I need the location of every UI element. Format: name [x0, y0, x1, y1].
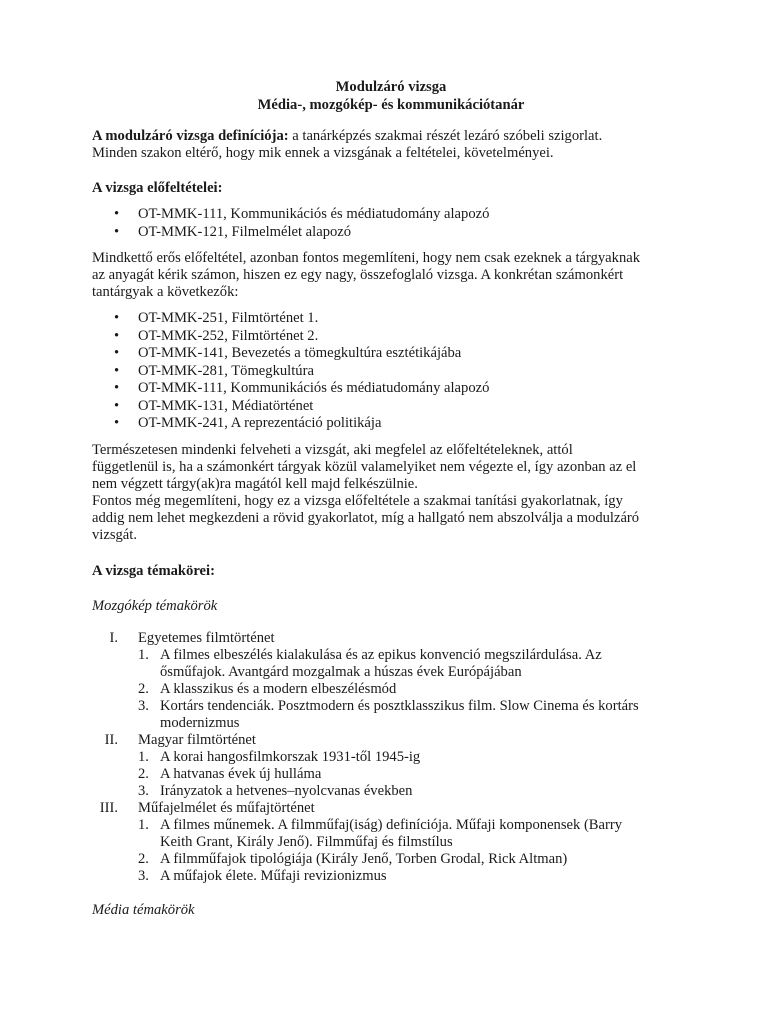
- subtopic-item: [92, 851, 692, 868]
- definition-label: A modulzáró vizsga definíciója:: [92, 128, 289, 144]
- bullet-icon: •: [114, 206, 120, 222]
- subtopic-item: [92, 681, 692, 698]
- section-title-text: Műfajelmélet és műfajtörténet: [138, 799, 315, 816]
- subtopic-item: [92, 817, 692, 851]
- subtopic-line: A filmműfajok tipológiája (Király Jenő, Torben Grodal, Rick Altman): [160, 850, 568, 867]
- section-title-text: Egyetemes filmtörténet: [138, 629, 275, 646]
- media-topics-heading: Média témakörök: [92, 901, 195, 918]
- bullet-icon: •: [114, 327, 120, 344]
- note-line: addig nem lehet megkezdeni a rövid gyakorlatot, míg a hallgató nem abszolválja a modulzáró: [92, 509, 640, 526]
- subtopic-item: [92, 766, 692, 783]
- note-line: Természetesen mindenki felveheti a vizsgát, aki megfelel az előfeltételeknek, attól: [92, 441, 573, 458]
- definition-line-2: Minden szakon eltérő, hogy mik ennek a vizsgának a feltételei, követelményei.: [92, 145, 554, 161]
- subtopic-number: 1.: [138, 816, 149, 833]
- subtopic-number: 2.: [138, 765, 149, 782]
- course-item-text: OT-MMK-131, Médiatörténet: [138, 397, 314, 414]
- bullet-icon: •: [114, 397, 120, 414]
- subtopic-item: [92, 698, 692, 732]
- subtopic-line: A hatvanas évek új hulláma: [160, 765, 322, 782]
- subtopic-line: A klasszikus és a modern elbeszélésmód: [160, 680, 397, 697]
- prerequisite-item: [92, 206, 692, 224]
- subtopic-line: A filmes elbeszélés kialakulása és az epikus konvenció megszilárdulása. Az: [160, 646, 602, 663]
- subtopic-line: A korai hangosfilmkorszak 1931-től 1945-ig: [160, 748, 421, 765]
- paragraph-line: Mindkettő erős előfeltétel, azonban fontos megemlíteni, hogy nem csak ezeknek a tárgyaknak: [92, 250, 641, 266]
- subtopic-item: [92, 868, 692, 885]
- title-line-1: Modulzáró vizsga: [335, 79, 447, 95]
- course-item: [92, 415, 692, 433]
- bullet-icon: •: [114, 310, 120, 326]
- topic-sections-list: [92, 630, 692, 885]
- course-item: [92, 398, 692, 416]
- course-item-text: OT-MMK-251, Filmtörténet 1.: [138, 310, 319, 326]
- course-item-text: OT-MMK-281, Tömegkultúra: [138, 362, 314, 379]
- course-item-text: OT-MMK-241, A reprezentáció politikája: [138, 415, 382, 431]
- course-item-text: OT-MMK-252, Filmtörténet 2.: [138, 327, 319, 344]
- definition-text: a tanárképzés szakmai részét lezáró szóbeli szigorlat.: [288, 128, 603, 144]
- subtopic-list: [92, 817, 692, 885]
- subtopic-number: 1.: [138, 748, 149, 765]
- section-title-text: Magyar filmtörténet: [138, 731, 256, 748]
- prerequisite-item-text: OT-MMK-121, Filmelmélet alapozó: [138, 223, 352, 240]
- prerequisites-list: [92, 206, 692, 241]
- course-item: [92, 310, 692, 328]
- document-title: [90, 78, 692, 114]
- subtopic-number: 3.: [138, 782, 149, 799]
- paragraph-line: tantárgyak a következők:: [92, 284, 239, 300]
- bullet-icon: •: [114, 415, 120, 431]
- course-item: [92, 380, 692, 398]
- topics-heading: A vizsga témakörei:: [92, 562, 215, 579]
- subtopic-line: Irányzatok a hetvenes–nyolcvanas években: [160, 782, 413, 799]
- definition-paragraph: [92, 128, 692, 162]
- roman-numeral: I.: [109, 629, 118, 646]
- paragraph-line: az anyagát kérik számon, hiszen ez egy nagy, összefoglaló vizsga. A konkrétan számonkért: [92, 267, 624, 283]
- moving-image-topics-heading: Mozgókép témakörök: [92, 597, 218, 614]
- course-item-text: OT-MMK-141, Bevezetés a tömegkultúra esztétikájába: [138, 345, 462, 361]
- topic-section-title: [92, 732, 692, 749]
- prerequisite-item: [92, 224, 692, 242]
- subtopic-number: 2.: [138, 850, 149, 867]
- topic-section: [92, 732, 692, 800]
- subtopic-line: A filmes műnemek. A filmműfaj(iság) definíciója. Műfaji komponensek (Barry: [160, 816, 623, 833]
- bullet-icon: •: [114, 345, 120, 361]
- topic-section-title: [92, 630, 692, 647]
- course-item: [92, 345, 692, 363]
- subtopic-list: [92, 749, 692, 800]
- subtopic-line: modernizmus: [160, 714, 240, 731]
- note-line: nem végzett tárgy(ak)ra magától kell majd felkészülnie.: [92, 475, 418, 492]
- subtopic-line: Kortárs tendenciák. Posztmodern és posztklasszikus film. Slow Cinema és kortárs: [160, 697, 639, 714]
- subtopic-list: [92, 647, 692, 732]
- topic-section-title: [92, 800, 692, 817]
- topic-section: [92, 800, 692, 885]
- bullet-icon: •: [114, 362, 120, 379]
- subtopic-line: Keith Grant, Király Jenő). Filmműfaj és filmstílus: [160, 833, 453, 850]
- course-item: [92, 363, 692, 381]
- note-paragraph: [92, 442, 692, 544]
- subtopic-line: ősműfajok. Avantgárd mozgalmak a húszas évek Európájában: [160, 663, 522, 680]
- topic-section: [92, 630, 692, 732]
- document-page: [92, 78, 692, 919]
- roman-numeral: II.: [104, 731, 118, 748]
- title-line-2: Média-, mozgókép- és kommunikációtanár: [257, 97, 525, 113]
- subtopic-item: [92, 749, 692, 766]
- note-line: vizsgát.: [92, 526, 137, 543]
- prerequisites-paragraph: [92, 250, 692, 301]
- subtopic-number: 1.: [138, 646, 149, 663]
- course-item-text: OT-MMK-111, Kommunikációs és médiatudomány alapozó: [138, 380, 490, 396]
- bullet-icon: •: [114, 223, 120, 240]
- note-line: függetlenül is, ha a számonkért tárgyak közül valamelyiket nem végezte el, így azonban az el: [92, 458, 637, 475]
- course-item: [92, 328, 692, 346]
- subtopic-number: 3.: [138, 867, 149, 884]
- courses-list: [92, 310, 692, 433]
- prerequisites-heading: A vizsga előfeltételei:: [92, 180, 223, 196]
- bullet-icon: •: [114, 380, 120, 396]
- roman-numeral: III.: [99, 799, 118, 816]
- subtopic-item: [92, 783, 692, 800]
- subtopic-number: 3.: [138, 697, 149, 714]
- note-line: Fontos még megemlíteni, hogy ez a vizsga előfeltétele a szakmai tanítási gyakorlatnak, így: [92, 492, 623, 509]
- subtopic-line: A műfajok élete. Műfaji revizionizmus: [160, 867, 387, 884]
- prerequisite-item-text: OT-MMK-111, Kommunikációs és médiatudomány alapozó: [138, 206, 490, 222]
- subtopic-number: 2.: [138, 680, 149, 697]
- subtopic-item: [92, 647, 692, 681]
